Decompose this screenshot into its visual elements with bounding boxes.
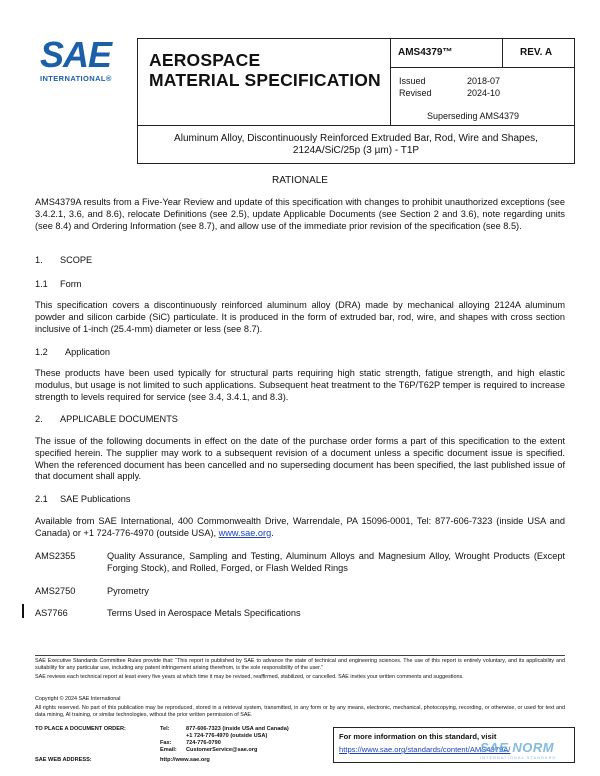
reference-code: AMS2355: [35, 551, 76, 561]
section-2-1-text: [35, 516, 565, 540]
section-1-2-heading: [35, 347, 110, 357]
more-info-title: For more information on this standard, visit: [339, 732, 497, 741]
rationale-heading: RATIONALE: [272, 175, 328, 186]
fax-key: Fax:: [160, 740, 172, 746]
web-label: SAE WEB ADDRESS:: [35, 757, 92, 763]
doc-number-cell: [391, 38, 503, 68]
section-2-text: The issue of the following documents in effect on the date of the purchase order forms a part of this specification to the extent specified herein. The supplier may work to a subsequent revision of a document unless a specific document issue is specified. When the referenced document has been cancelled and no superseding document has been specified, the last published issue of that document shall apply.: [35, 436, 565, 482]
header-title-cell: [137, 38, 391, 125]
period: .: [271, 527, 274, 538]
subject-cell: [137, 125, 575, 164]
web-value[interactable]: http://www.sae.org: [160, 757, 210, 763]
section-title: APPLICABLE DOCUMENTS: [60, 414, 178, 424]
title-line-2: MATERIAL SPECIFICATION: [149, 70, 381, 90]
document-type-title: [149, 50, 381, 90]
fax-value: 724-776-0790: [186, 740, 221, 746]
subject-line-2: 2124A/SiC/25p (3 µm) - T1P: [292, 145, 420, 156]
tel-value: 877-606-7323 (inside USA and Canada): [186, 726, 289, 732]
superseding-note: Superseding AMS4379: [427, 111, 520, 121]
section-title: SCOPE: [60, 255, 93, 265]
footer-review-text: SAE reviews each technical report at least every five years at which time it may be revised, reaffirmed, stabilized, or cancelled. SAE invites your written comments and suggestions.: [35, 674, 464, 680]
section-number: 1.: [35, 255, 43, 265]
section-number: 2.1: [35, 494, 48, 504]
footer-rules-text: SAE Executive Standards Committee Rules provide that: “This report is published by SAE to advance the state of technical and engineering sciences. The use of this report is entirely voluntary, and its applicability and suitability for any particular use, including any patent infringement arising therefrom, is the sole responsibility of the user.”: [35, 658, 565, 671]
section-1-2-text: These products have been used typically for structural parts requiring high static strength, fatigue strength, and high elastic modulus, but usage is not limited to such applications. Subsequent heat treatment to the T6P/T62P temper is required to increase strength to levels required for service (see 3.4, 3.4.1, and 8.3).: [35, 368, 565, 402]
revision-change-bar: [22, 604, 24, 618]
section-title: Application: [65, 347, 110, 357]
rationale-text: AMS4379A results from a Five-Year Review and update of this specification with changes to prohibit unauthorized exceptions (see 3.4.2.1, 3.6, and 8.6), relocate Definitions (see 2.5), update Applicable Documents (see Section 2 and 3.6), note regarding units (see 8.4) and Ordering Information (see 8.7), and allow use of the immediate prior revision of the specification (see 8.5).: [35, 197, 565, 231]
reference-code: AS7766: [35, 608, 68, 618]
logo-brand: SAE: [40, 34, 112, 75]
section-1-1-text: This specification covers a discontinuously reinforced aluminum alloy (DRA) made by mechanical alloying 2124A aluminum powder and silicon carbide (SiC) particulate. It is produced in the form of extruded bar, rod, wire, and shapes with cross section inclusive of 1-inch (25.4-mm) diameter or less (see 8.7).: [35, 300, 565, 334]
watermark-subtext: INTERNATIONAL STANDARD: [480, 755, 557, 760]
email-key: Email:: [160, 747, 177, 753]
revision-label: REV. A: [520, 47, 553, 58]
revised-date: 2024-10: [467, 88, 501, 98]
section-number: 1.2: [35, 347, 48, 357]
issued-date: 2018-07: [467, 76, 501, 86]
footer-divider: [35, 655, 565, 656]
sae-website-link[interactable]: www.sae.org: [218, 527, 272, 538]
publication-source-text: Available from SAE International, 400 Commonwealth Drive, Warrendale, PA 15096-0001, Tel: 877-606-7323 (inside USA and Canada) or +1 724-776-4970 (outside USA),: [35, 516, 565, 538]
dates-cell: [391, 68, 575, 125]
logo-subtext: INTERNATIONAL®: [40, 74, 112, 83]
section-number: 1.1: [35, 279, 48, 289]
standard-url-link[interactable]: https://www.sae.org/standards/content/AMS4379A/: [339, 745, 511, 754]
tel-outside-value: +1 724-776-4970 (outside USA): [186, 733, 268, 739]
section-2-1-heading: [35, 494, 130, 504]
issued-label: Issued: [399, 76, 426, 86]
doc-number: AMS4379™: [398, 47, 453, 58]
title-line-1: AEROSPACE: [149, 50, 261, 70]
revision-cell: [503, 38, 575, 68]
section-1-heading: [35, 255, 92, 265]
section-number: 2.: [35, 414, 43, 424]
reference-description: Pyrometry: [107, 586, 149, 596]
email-value[interactable]: CustomerService@sae.org: [186, 747, 258, 753]
sae-norm-watermark: [480, 740, 580, 776]
reference-code: AMS2750: [35, 586, 76, 596]
sae-logo: [40, 34, 120, 83]
section-2-heading: [35, 414, 178, 424]
footer-copyright: Copyright © 2024 SAE International: [35, 696, 121, 702]
subject-line-1: Aluminum Alloy, Discontinuously Reinforced Extruded Bar, Rod, Wire and Shapes,: [174, 133, 538, 144]
footer-rights-text: All rights reserved. No part of this publication may be reproduced, stored in a retrieval system, transmitted, in any form or by any means, electronic, mechanical, photocopying, recording, or otherwise, or used for text and data mining, AI training, or similar technologies, without the prior written permission of SAE.: [35, 705, 565, 718]
section-title: Form: [60, 279, 82, 289]
section-title: SAE Publications: [60, 494, 131, 504]
reference-description: Quality Assurance, Sampling and Testing, Aluminum Alloys and Magnesium Alloy, Wrought Products (Except Forging Stock), and Rolled, Forged, or Flash Welded Rings: [107, 551, 565, 573]
tel-key: Tel:: [160, 726, 170, 732]
revised-label: Revised: [399, 88, 432, 98]
reference-description: Terms Used in Aerospace Metals Specifications: [107, 608, 301, 618]
order-label: TO PLACE A DOCUMENT ORDER:: [35, 726, 126, 732]
watermark-text: SAE NORM: [480, 740, 555, 755]
section-1-1-heading: [35, 279, 81, 289]
